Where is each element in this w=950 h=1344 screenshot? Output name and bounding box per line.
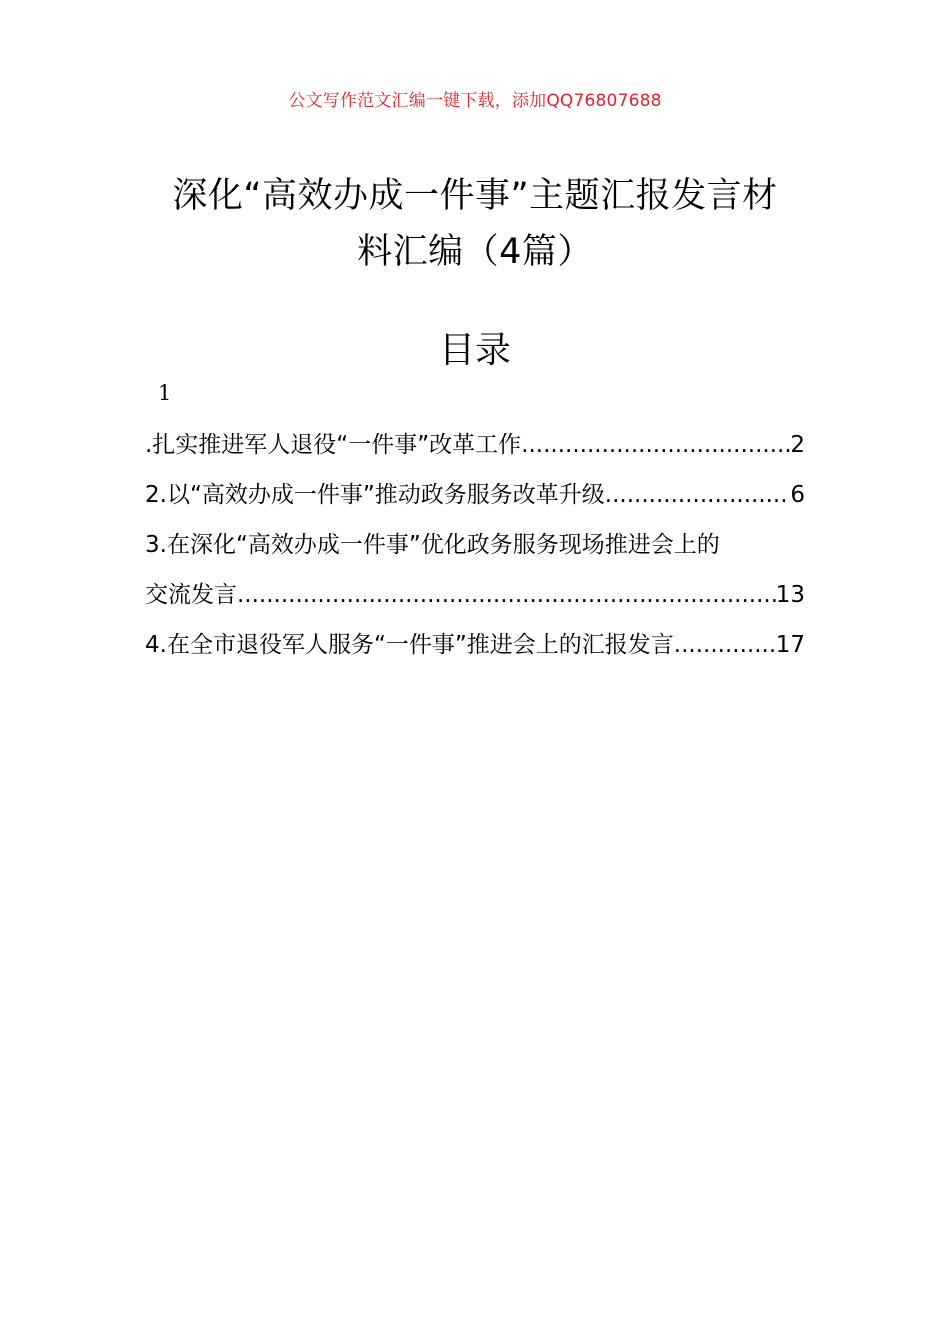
toc-leader [674, 620, 776, 670]
toc-page-number: 2 [790, 432, 805, 458]
stray-number: 1 [158, 381, 172, 405]
toc-entry-3-continued[interactable] [145, 570, 805, 620]
toc-leader [605, 470, 791, 520]
toc-entry-4[interactable] [145, 620, 805, 670]
toc-leader [521, 420, 790, 470]
toc-entry-2[interactable] [145, 470, 805, 520]
title-line-1: 深化“高效办成一件事”主题汇报发言材 [172, 176, 778, 216]
toc-entry-text: .扎实推进军人退役“一件事”改革工作 [145, 432, 522, 458]
document-title [150, 168, 800, 280]
toc-page-number: 17 [775, 632, 805, 658]
toc-entry-text: 4.在全市退役军人服务“一件事”推进会上的汇报发言 [145, 632, 674, 658]
table-of-contents [145, 420, 805, 670]
toc-entry-3[interactable] [145, 520, 805, 570]
toc-page-number: 6 [790, 482, 805, 508]
toc-page-number: 13 [775, 582, 805, 608]
toc-entry-text: 3.在深化“高效办成一件事”优化政务服务现场推进会上的 [145, 532, 720, 558]
toc-entry-1[interactable] [145, 420, 805, 470]
title-line-2: 料汇编（4篇） [357, 232, 593, 272]
toc-leader [237, 570, 776, 620]
toc-entry-text: 2.以“高效办成一件事”推动政务服务改革升级 [145, 482, 605, 508]
header-download-note: 公文写作范文汇编一键下载，添加QQ76807688 [288, 91, 662, 111]
toc-heading: 目录 [438, 330, 511, 371]
toc-entry-text: 交流发言 [145, 582, 237, 608]
